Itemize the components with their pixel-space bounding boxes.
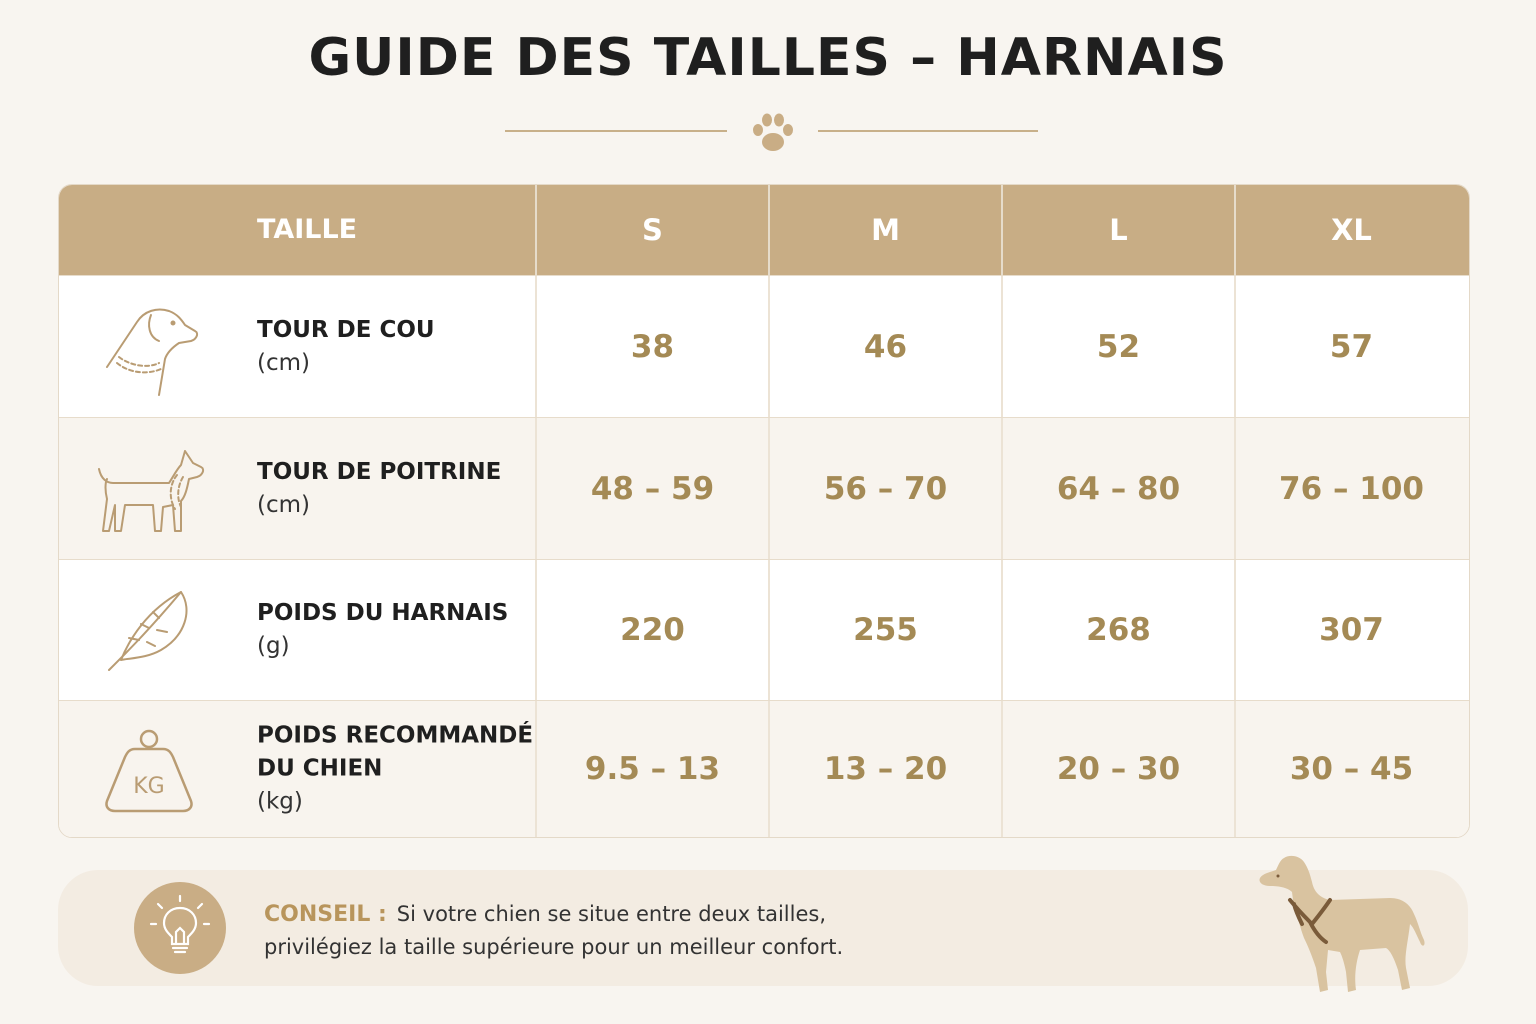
size-table (58, 184, 1470, 838)
divider-line-right (818, 130, 1038, 132)
dog-harness-illustration (1250, 852, 1430, 997)
kg-weight-icon (89, 719, 209, 819)
header-size-xl (1234, 185, 1467, 275)
header-label: TAILLE (257, 214, 358, 245)
value: 64 – 80 (1056, 470, 1181, 507)
paw-icon (747, 108, 799, 156)
table-row-chest (59, 417, 1469, 559)
row-label-cell (59, 701, 535, 837)
divider-line-left (505, 130, 727, 132)
value-cell (1234, 560, 1467, 700)
measure-label: POIDS RECOMMANDÉ DU CHIEN (257, 722, 534, 782)
header-size-m (768, 185, 1001, 275)
row-label (257, 597, 508, 663)
value-cell (535, 276, 768, 417)
size-label: M (871, 213, 900, 247)
table-header-row (59, 185, 1469, 275)
value: 307 (1319, 612, 1384, 648)
page-title: GUIDE DES TAILLES – HARNAIS (308, 28, 1228, 88)
value-cell (1234, 701, 1467, 837)
value-cell (1234, 276, 1467, 417)
tip-icon-circle (134, 882, 226, 974)
table-row-neck (59, 275, 1469, 417)
value: 30 – 45 (1289, 751, 1414, 787)
value-cell (768, 276, 1001, 417)
row-label-cell (59, 276, 535, 417)
value: 220 (620, 612, 685, 648)
tip-line-1: Si votre chien se situe entre deux tailles, (396, 902, 826, 926)
tip-text (264, 898, 843, 964)
value: 9.5 – 13 (584, 751, 721, 787)
header-label-cell (59, 185, 535, 275)
size-label: L (1109, 213, 1128, 247)
value-cell (768, 560, 1001, 700)
value: 52 (1096, 328, 1141, 365)
measure-label: POIDS DU HARNAIS (257, 600, 509, 626)
value: 56 – 70 (823, 470, 948, 507)
row-label (257, 314, 435, 380)
value: 38 (630, 328, 675, 365)
title-divider (0, 108, 1536, 158)
value: 46 (863, 328, 908, 365)
table-row-harness-weight (59, 559, 1469, 700)
measure-label: TOUR DE POITRINE (257, 458, 502, 485)
value: 268 (1086, 612, 1151, 648)
value: 20 – 30 (1056, 751, 1181, 787)
value-cell (768, 418, 1001, 559)
value: 57 (1329, 328, 1374, 365)
row-label-cell (59, 560, 535, 700)
measure-unit: (kg) (257, 788, 303, 815)
measure-unit: (g) (257, 633, 290, 659)
value-cell (1001, 701, 1234, 837)
measure-label: TOUR DE COU (257, 316, 435, 343)
value-cell (1234, 418, 1467, 559)
value-cell (535, 418, 768, 559)
value: 255 (853, 612, 918, 648)
row-label-cell (59, 418, 535, 559)
value: 13 – 20 (823, 751, 948, 787)
kg-badge-text: KG (133, 774, 165, 799)
value-cell (1001, 560, 1234, 700)
value: 48 – 59 (590, 470, 715, 507)
feather-icon (89, 580, 209, 680)
value-cell (768, 701, 1001, 837)
dog-neck-icon (89, 297, 209, 397)
table-row-dog-weight (59, 700, 1469, 837)
row-label (257, 720, 533, 819)
tip-keyword: CONSEIL : (264, 902, 387, 927)
size-label: XL (1331, 213, 1372, 247)
measure-unit: (cm) (257, 491, 310, 518)
measure-unit: (cm) (257, 349, 310, 376)
tip-line-2: privilégiez la taille supérieure pour un meilleur confort. (264, 935, 844, 959)
row-label (257, 456, 501, 522)
value-cell (1001, 418, 1234, 559)
header-size-s (535, 185, 768, 275)
value: 76 – 100 (1279, 470, 1424, 507)
value-cell (1001, 276, 1234, 417)
size-label: S (642, 213, 663, 247)
header-size-l (1001, 185, 1234, 275)
dog-chest-icon (89, 439, 209, 539)
value-cell (535, 560, 768, 700)
value-cell (535, 701, 768, 837)
lightbulb-icon (134, 882, 226, 974)
